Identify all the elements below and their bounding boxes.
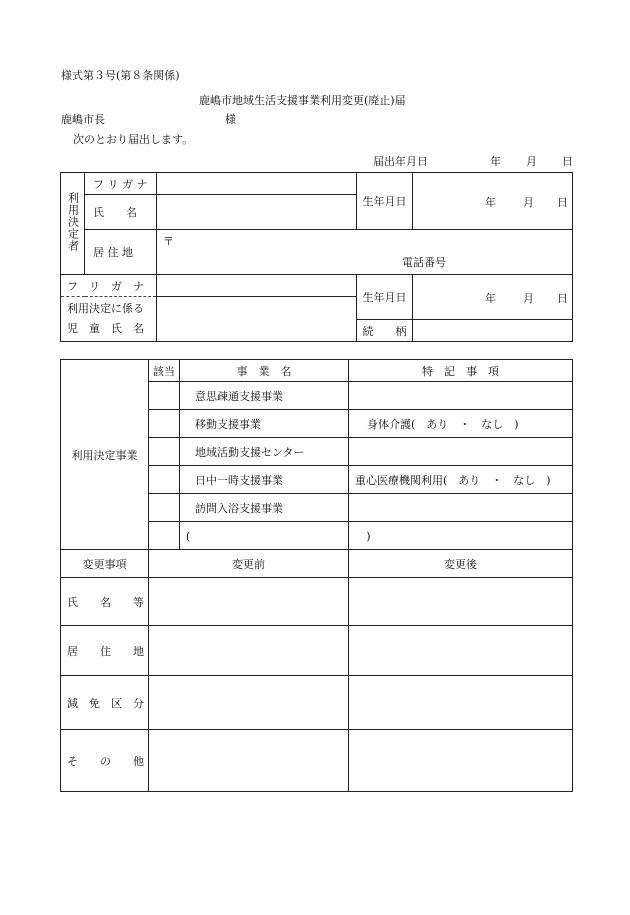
after-header: 変更後 xyxy=(349,550,573,578)
before-field-name[interactable] xyxy=(149,578,349,626)
after-field-address[interactable] xyxy=(349,626,573,676)
applicable-check-3[interactable] xyxy=(149,438,180,466)
applicable-check-5[interactable] xyxy=(149,494,180,522)
relation-label: 続 柄 xyxy=(357,320,413,342)
child-name-label: 利用決定に係る 児 童 氏 名 xyxy=(61,297,157,342)
after-field-reduction[interactable] xyxy=(349,676,573,730)
addressee: 鹿嶋市長 xyxy=(61,113,105,126)
service-name-other[interactable]: ( ) xyxy=(180,522,349,550)
service-name-1: 意思疎通支援事業 xyxy=(180,382,349,410)
submit-month-label: 月 xyxy=(526,155,537,168)
service-note-3[interactable] xyxy=(349,438,573,466)
postal-mark: 〒 xyxy=(163,235,174,248)
submit-day-label: 日 xyxy=(562,155,573,168)
before-header: 変更前 xyxy=(149,550,349,578)
applicant-group-label: 利用決定者 xyxy=(61,173,85,275)
service-note-1[interactable] xyxy=(349,382,573,410)
furigana-label: フ リ ガ ナ xyxy=(85,173,157,195)
service-table xyxy=(60,359,573,792)
service-note-2[interactable]: 身体介護( あり ・ なし ) xyxy=(349,410,573,438)
child-birth-month-label: 月 xyxy=(523,292,534,305)
applicable-header: 該当 xyxy=(149,360,180,382)
change-item-other: そ の 他 xyxy=(61,730,149,792)
service-name-header: 事 業 名 xyxy=(180,360,349,382)
form-number: 様式第３号(第８条関係) xyxy=(61,69,180,82)
relation-field[interactable] xyxy=(413,320,573,342)
applicable-check-4[interactable] xyxy=(149,466,180,494)
applicable-check-6[interactable] xyxy=(149,522,180,550)
service-name-4: 日中一時支援事業 xyxy=(180,466,349,494)
change-item-header: 変更事項 xyxy=(61,550,149,578)
service-note-4[interactable]: 重心医療機関利用( あり ・ なし ) xyxy=(349,466,573,494)
before-field-reduction[interactable] xyxy=(149,676,349,730)
change-item-reduction: 減 免 区 分 xyxy=(61,676,149,730)
address-field[interactable] xyxy=(157,230,573,275)
phone-label: 電話番号 xyxy=(402,256,446,269)
address-label: 居 住 地 xyxy=(85,230,157,275)
child-name-field[interactable] xyxy=(157,297,357,342)
intro-text: 次のとおり届出します。 xyxy=(73,133,194,146)
after-field-other[interactable] xyxy=(349,730,573,792)
service-note-5[interactable] xyxy=(349,494,573,522)
birthdate-field[interactable] xyxy=(413,173,573,230)
child-birth-year-label: 年 xyxy=(485,292,496,305)
name-field[interactable] xyxy=(157,195,357,230)
change-item-name: 氏 名 等 xyxy=(61,578,149,626)
name-label: 氏 名 xyxy=(85,195,157,230)
notes-header: 特 記 事 項 xyxy=(349,360,573,382)
child-birthdate-field[interactable] xyxy=(413,275,573,320)
service-name-2: 移動支援事業 xyxy=(180,410,349,438)
birth-month-label: 月 xyxy=(523,196,534,209)
birth-day-label: 日 xyxy=(557,196,568,209)
service-name-3: 地域活動支援センター xyxy=(180,438,349,466)
child-birth-day-label: 日 xyxy=(557,292,568,305)
birth-year-label: 年 xyxy=(485,196,496,209)
furigana-field[interactable] xyxy=(157,173,357,195)
birthdate-label: 生年月日 xyxy=(357,173,413,230)
child-furigana-label: フ リ ガ ナ xyxy=(61,275,157,297)
applicable-check-1[interactable] xyxy=(149,382,180,410)
honorific: 様 xyxy=(225,113,236,126)
form-title: 鹿嶋市地域生活支援事業利用変更(廃止)届 xyxy=(199,94,406,107)
submit-date-label: 届出年月日 xyxy=(373,155,428,168)
before-field-other[interactable] xyxy=(149,730,349,792)
change-item-address: 居 住 地 xyxy=(61,626,149,676)
after-field-name[interactable] xyxy=(349,578,573,626)
service-name-5: 訪問入浴支援事業 xyxy=(180,494,349,522)
child-birthdate-label: 生年月日 xyxy=(357,275,413,320)
service-group-label: 利用決定事業 xyxy=(61,360,149,550)
child-furigana-field[interactable] xyxy=(157,275,357,297)
before-field-address[interactable] xyxy=(149,626,349,676)
applicant-table xyxy=(60,172,573,342)
applicable-check-2[interactable] xyxy=(149,410,180,438)
submit-year-label: 年 xyxy=(490,155,501,168)
service-note-6[interactable] xyxy=(349,522,573,550)
